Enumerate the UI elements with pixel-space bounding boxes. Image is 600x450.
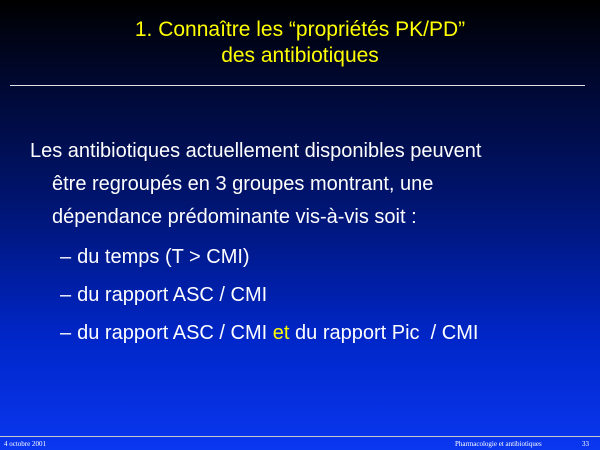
slide-title-line-2: des antibiotiques [221,44,379,67]
title-divider [10,85,585,86]
footer-divider [0,436,600,437]
footer-title: Pharmacologie et antibiotiques [455,440,542,448]
slide-title-line-1: 1. Connaître les “propriétés PK/PD” [134,18,466,41]
bullet-dash: – [60,246,72,268]
bullet-list [30,238,590,352]
bullet-text: du temps (T > CMI) [77,246,250,268]
bullet-item-asc-and-peak [60,314,590,352]
intro-paragraph [30,135,590,234]
footer-date: 4 octobre 2001 [4,440,46,448]
bullet-highlight-et: et [272,322,290,344]
slide-title [0,17,600,69]
bullet-text: du rapport ASC / CMI [77,284,268,306]
intro-line-3: dépendance prédominante vis-à-vis soit : [52,206,417,228]
footer [0,436,600,450]
slide-body [30,135,590,352]
bullet-text-before: du rapport ASC / CMI [77,322,273,344]
page-number: 33 [582,440,589,448]
bullet-dash: – [60,284,72,306]
bullet-dash: – [60,322,72,344]
bullet-item-asc-cmi [60,276,590,314]
bullet-item-time [60,238,590,276]
intro-line-2: être regroupés en 3 groupes montrant, une [52,173,434,195]
intro-line-1: Les antibiotiques actuellement disponibles peuvent [30,140,482,162]
bullet-text-after: du rapport Pic / CMI [289,322,479,344]
